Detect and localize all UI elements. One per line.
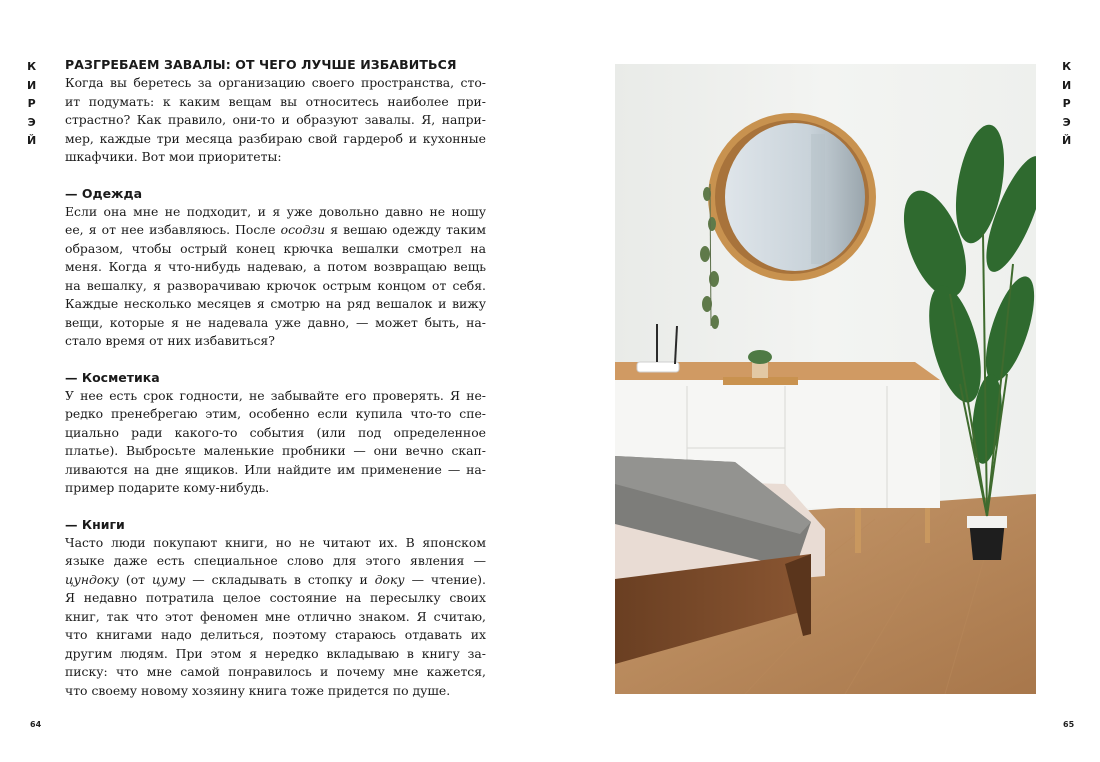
spine-letter: Э xyxy=(27,115,36,129)
text-column xyxy=(65,56,486,700)
page-number-right: 65 xyxy=(1063,720,1075,729)
text-line: ливаются на дне ящиков. Или найдите им применение — на- xyxy=(65,461,486,477)
subheading-books: — Книги xyxy=(65,516,125,532)
text-line: вещи, которые я не надевала уже давно, — может быть, на- xyxy=(65,314,486,330)
text-line: языке даже есть специальное слово для этого явления — xyxy=(65,553,486,568)
spine-letter: Э xyxy=(1062,115,1071,129)
cosmetics-paragraph xyxy=(65,387,486,498)
text-line: писку: что мне самой понравилось и почему мне кажется, xyxy=(65,664,486,679)
bedroom-photo xyxy=(615,64,1036,694)
text-line: Я недавно потратила целое состояние на пересылку своих xyxy=(65,590,486,605)
spine-letter: Р xyxy=(1062,97,1071,110)
text-line: что своему новому хозяину книга тоже придется по душе. xyxy=(65,682,451,698)
spine-author-right xyxy=(1062,58,1071,151)
text-line: меня. Когда я что-нибудь надеваю, а потом возвращаю вещь xyxy=(65,259,486,274)
text-line: циально ради какого-то события (или под определенное xyxy=(65,424,486,440)
text-line: Часто люди покупают книги, но не читают их. В японском xyxy=(65,534,486,550)
books-paragraph xyxy=(65,534,486,701)
spine-letter: И xyxy=(27,78,37,92)
subheading-cosmetics: — Косметика xyxy=(65,369,160,385)
text-line: Если она мне не подходит, и я уже довольно давно не ношу xyxy=(65,203,486,219)
clothes-paragraph xyxy=(65,203,486,351)
term-tsumu: цуму xyxy=(152,571,186,587)
spine-letter: Й xyxy=(27,134,37,147)
text-line: ит подумать: к каким вещам вы относитесь наиболее при- xyxy=(65,93,486,109)
intro-paragraph xyxy=(65,74,486,167)
term-doku: доку xyxy=(374,571,405,587)
section-title: РАЗГРЕБАЕМ ЗАВАЛЫ: ОТ ЧЕГО ЛУЧШЕ ИЗБАВИТЬСЯ xyxy=(65,57,457,72)
text-line: платье). Выбросьте маленькие пробники — они вечно скап- xyxy=(65,443,486,458)
text-line: стало время от них избавиться? xyxy=(65,333,275,348)
page-number-left: 64 xyxy=(30,720,42,729)
text-line: шкафчики. Вот мои приоритеты: xyxy=(65,149,282,164)
text-line: редко пренебрегаю этим, особенно если купила что-то спе- xyxy=(65,406,486,421)
text-line: мер, каждые три месяца разбираю свой гардероб и кухонные xyxy=(65,130,486,146)
term-osoji: осодзи xyxy=(280,222,326,237)
round-mirror xyxy=(708,113,876,281)
subheading-clothes: — Одежда xyxy=(65,185,143,201)
text-line: цундоку (от цуму — складывать в стопку и доку — чтение). xyxy=(65,571,486,587)
text-line: другим людям. При этом я нередко вкладываю в книгу за- xyxy=(65,645,486,661)
text-line: на вешалку, я разворачиваю крючок острым концом от себя. xyxy=(65,277,486,293)
text-line: Когда вы беретесь за организацию своего пространства, сто- xyxy=(65,75,486,90)
spine-letter: Й xyxy=(1062,134,1072,147)
text-line: ее, я от нее избавляюсь. После осодзи я вешаю одежду таким xyxy=(65,222,486,237)
spine-letter: К xyxy=(1062,60,1072,73)
spine-author-left xyxy=(27,58,36,151)
spine-letter: Р xyxy=(27,97,36,110)
term-tsundoku: цундоку xyxy=(65,571,119,587)
text-line: пример подарите кому-нибудь. xyxy=(65,480,270,495)
text-line: что книгами надо делиться, поэтому стараюсь отдавать их xyxy=(65,627,486,642)
text-line: образом, чтобы острый конец крючка вешалки смотрел на xyxy=(65,240,486,256)
spine-letter: К xyxy=(27,60,37,73)
spine-letter: И xyxy=(1062,78,1072,92)
text-line: страстно? Как правило, они-то и образуют завалы. Я, напри- xyxy=(65,112,486,127)
text-line: У нее есть срок годности, не забывайте его проверять. Я не- xyxy=(65,387,486,403)
text-line: книг, так что этот феномен мне отлично знаком. Я считаю, xyxy=(65,608,486,624)
text-line: Каждые несколько месяцев я смотрю на ряд вешалок и вижу xyxy=(65,296,486,311)
